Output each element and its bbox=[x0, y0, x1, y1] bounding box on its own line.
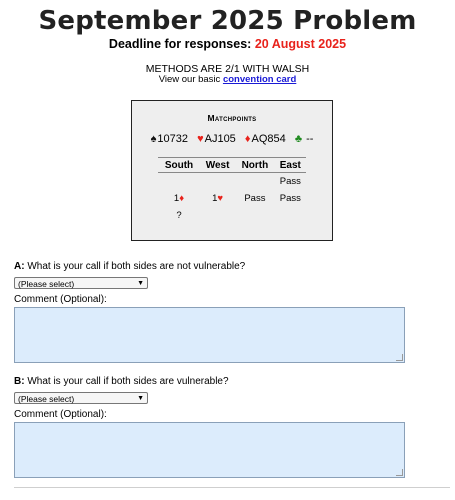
call-level: 1 bbox=[173, 193, 180, 204]
header-south: South bbox=[158, 158, 200, 173]
header-east: East bbox=[275, 158, 306, 173]
deadline-label: Deadline for responses: bbox=[108, 37, 252, 51]
call: Pass bbox=[279, 176, 301, 187]
spade-icon: ♠ bbox=[150, 133, 157, 145]
auction-row bbox=[158, 173, 306, 191]
question-a bbox=[14, 261, 245, 272]
header-north: North bbox=[235, 158, 275, 173]
comment-textarea-a[interactable] bbox=[14, 307, 405, 363]
clubs-holding bbox=[295, 133, 314, 145]
call bbox=[158, 190, 200, 207]
diamond-icon: ♦ bbox=[179, 193, 185, 204]
header-west: West bbox=[200, 158, 235, 173]
problem-box bbox=[131, 100, 333, 241]
club-icon: ♣ bbox=[294, 133, 303, 145]
diamonds-cards: AQ854 bbox=[251, 133, 286, 145]
convention-card-link[interactable]: convention card bbox=[222, 74, 297, 85]
convention-prefix: View our basic bbox=[158, 74, 221, 85]
deadline bbox=[0, 37, 455, 51]
hand bbox=[132, 133, 332, 145]
clubs-cards: -- bbox=[306, 133, 314, 145]
auction-row bbox=[158, 190, 306, 207]
question-b-text: What is your call if both sides are vulnerable? bbox=[27, 376, 229, 387]
question-a-letter: A: bbox=[14, 261, 25, 272]
divider bbox=[14, 487, 450, 488]
select-value: (Please select) bbox=[18, 279, 75, 289]
chevron-down-icon: ▼ bbox=[137, 395, 144, 402]
question-b-letter: B: bbox=[14, 376, 25, 387]
question-b bbox=[14, 376, 229, 387]
select-value: (Please select) bbox=[18, 394, 75, 404]
comment-label-a: Comment (Optional): bbox=[14, 294, 107, 305]
comment-label-b: Comment (Optional): bbox=[14, 409, 107, 420]
page-title: September 2025 Problem bbox=[38, 6, 417, 36]
resize-handle-icon[interactable] bbox=[396, 469, 403, 476]
diamonds-holding bbox=[245, 133, 286, 145]
call-level: 1 bbox=[212, 193, 218, 204]
call-select-a[interactable] bbox=[14, 277, 148, 289]
auction-table bbox=[158, 157, 306, 224]
spades-cards: 10732 bbox=[157, 133, 189, 145]
auction-row bbox=[158, 207, 306, 224]
methods-text: METHODS ARE 2/1 WITH WALSH bbox=[145, 63, 310, 75]
diamond-icon: ♦ bbox=[244, 133, 251, 145]
comment-textarea-b[interactable] bbox=[14, 422, 405, 478]
heart-icon: ♥ bbox=[197, 133, 204, 145]
chevron-down-icon: ▼ bbox=[137, 280, 144, 287]
call: Pass bbox=[244, 193, 266, 204]
resize-handle-icon[interactable] bbox=[396, 354, 403, 361]
call: ? bbox=[176, 210, 182, 221]
call: Pass bbox=[279, 193, 301, 204]
call bbox=[200, 190, 235, 207]
auction-header-row bbox=[158, 158, 306, 173]
spades-holding bbox=[151, 133, 188, 145]
heart-icon: ♥ bbox=[217, 193, 224, 204]
call-select-b[interactable] bbox=[14, 392, 148, 404]
question-a-text: What is your call if both sides are not vulnerable? bbox=[27, 261, 246, 272]
convention-line bbox=[0, 74, 455, 85]
hearts-cards: AJ105 bbox=[204, 133, 236, 145]
hearts-holding bbox=[197, 133, 236, 145]
scoring-label: Matchpoints bbox=[207, 113, 257, 123]
deadline-date: 20 August 2025 bbox=[254, 37, 347, 51]
